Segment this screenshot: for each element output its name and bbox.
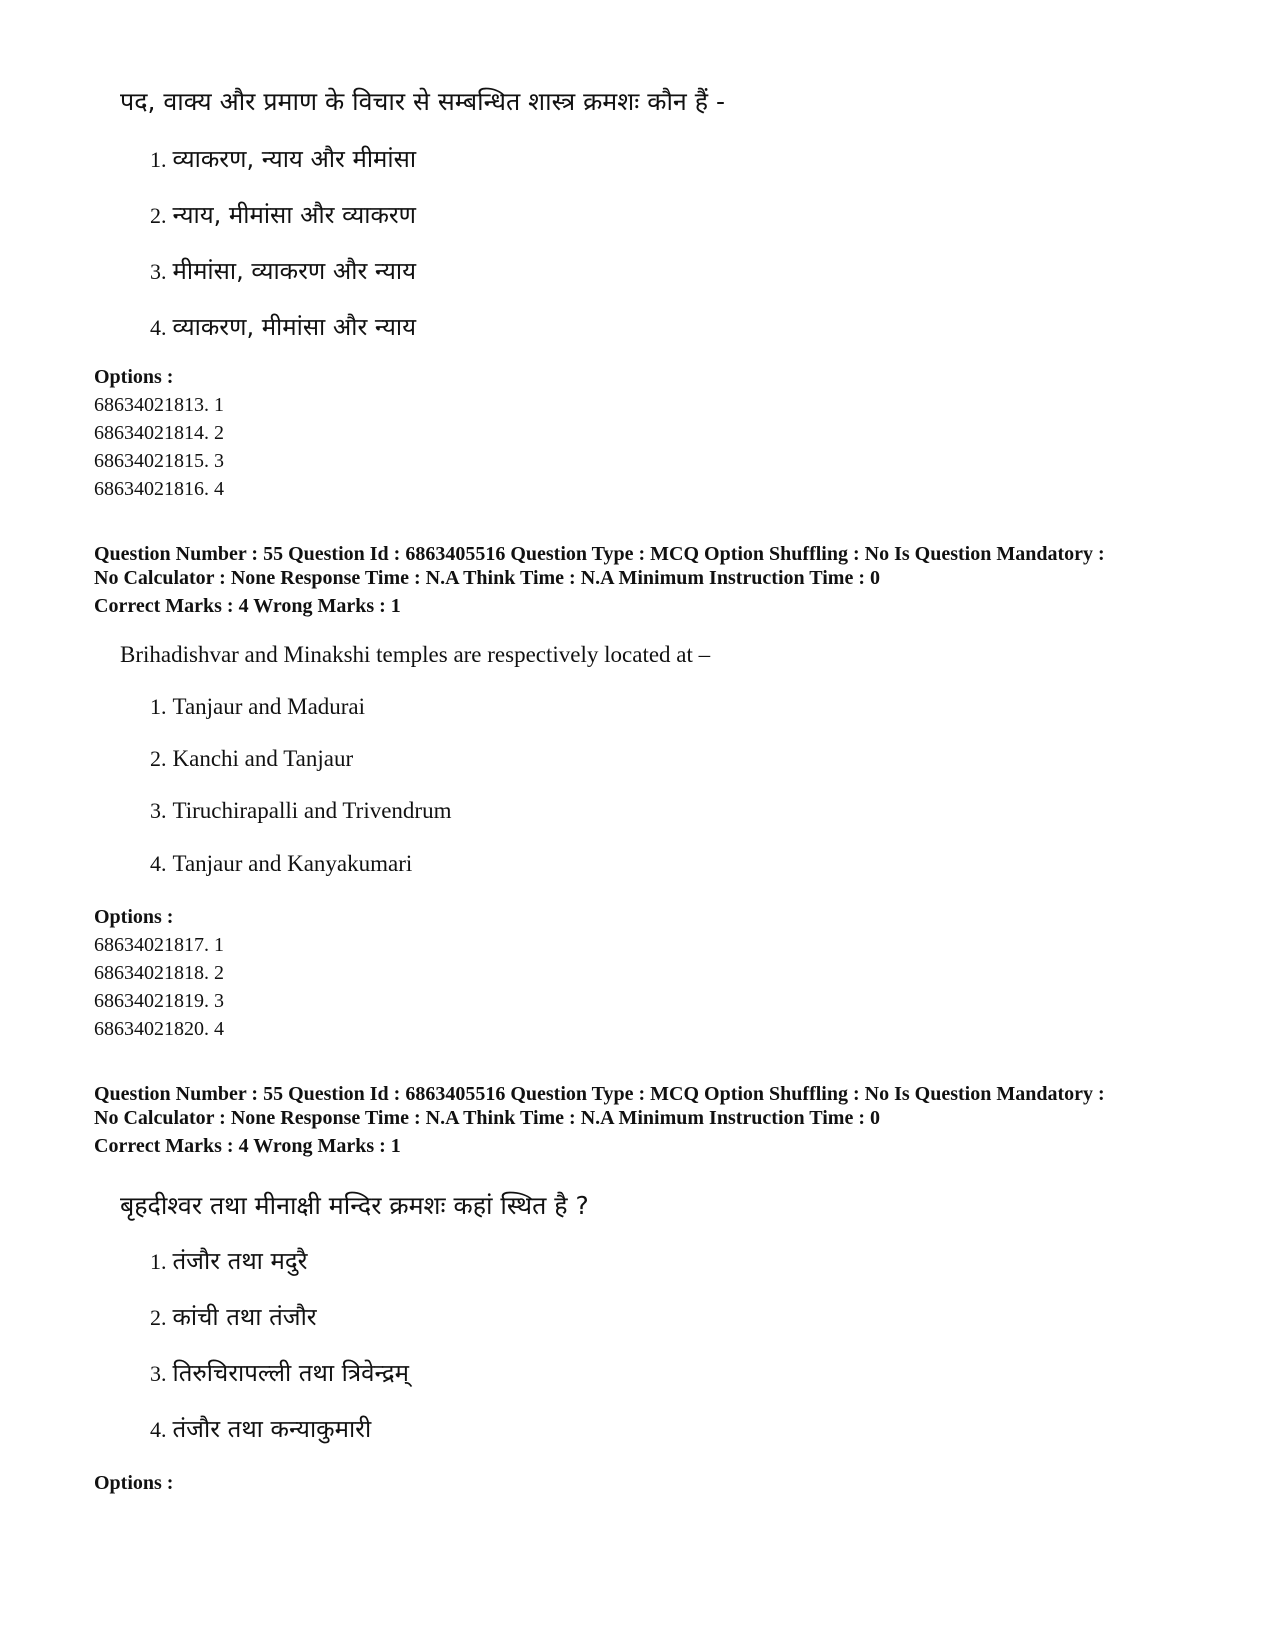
choice-item	[150, 851, 412, 877]
choice-item	[150, 798, 451, 824]
choice-item	[150, 1300, 317, 1333]
choice-number: 1.	[150, 1249, 167, 1274]
choice-item	[150, 198, 416, 231]
choice-number: 1.	[150, 694, 167, 719]
choice-text: Tanjaur and Madurai	[172, 694, 366, 719]
choice-number: 3.	[150, 798, 167, 823]
choice-item	[150, 1356, 409, 1389]
option-id-line: 68634021819. 3	[94, 990, 224, 1012]
choice-number: 3.	[150, 1361, 167, 1386]
question-meta-line: Question Number : 55 Question Id : 6863405516 Question Type : MCQ Option Shuffling : No Is Question Mandatory :	[94, 1083, 1105, 1105]
choice-number: 2.	[150, 1305, 167, 1330]
choice-text: न्याय, मीमांसा और व्याकरण	[172, 201, 417, 229]
choice-number: 4.	[150, 315, 167, 340]
question-meta	[94, 1082, 1194, 1130]
options-heading: Options :	[94, 1472, 174, 1494]
choice-text: Kanchi and Tanjaur	[172, 746, 354, 771]
choice-text: व्याकरण, न्याय और मीमांसा	[172, 145, 417, 173]
choice-number: 4.	[150, 851, 167, 876]
choice-number: 3.	[150, 259, 167, 284]
choice-text: Tanjaur and Kanyakumari	[172, 851, 413, 876]
option-id-line: 68634021818. 2	[94, 962, 224, 984]
question-meta-line: No Calculator : None Response Time : N.A Think Time : N.A Minimum Instruction Time : 0	[94, 1107, 880, 1129]
choice-item	[150, 310, 416, 343]
choice-item	[150, 1244, 307, 1277]
option-id-line: 68634021816. 4	[94, 478, 224, 500]
question-marks: Correct Marks : 4 Wrong Marks : 1	[94, 595, 401, 617]
choice-text: Tiruchirapalli and Trivendrum	[172, 798, 452, 823]
choice-text: मीमांसा, व्याकरण और न्याय	[172, 257, 417, 285]
options-heading: Options :	[94, 366, 174, 388]
choice-text: तिरुचिरापल्ली तथा त्रिवेन्द्रम्	[172, 1359, 409, 1387]
choice-text: कांची तथा तंजौर	[172, 1303, 317, 1331]
choice-text: व्याकरण, मीमांसा और न्याय	[172, 313, 417, 341]
choice-number: 2.	[150, 203, 167, 228]
choice-text: तंजौर तथा कन्याकुमारी	[172, 1415, 372, 1443]
question-text: बृहदीश्वर तथा मीनाक्षी मन्दिर क्रमशः कहां स्थित है ?	[120, 1191, 589, 1220]
question-meta-line: Question Number : 55 Question Id : 6863405516 Question Type : MCQ Option Shuffling : No Is Question Mandatory :	[94, 543, 1105, 565]
choice-number: 2.	[150, 746, 167, 771]
question-marks: Correct Marks : 4 Wrong Marks : 1	[94, 1135, 401, 1157]
choice-number: 1.	[150, 147, 167, 172]
option-id-line: 68634021814. 2	[94, 422, 224, 444]
choice-item	[150, 254, 416, 287]
question-meta	[94, 542, 1194, 590]
choice-item	[150, 142, 416, 175]
choice-number: 4.	[150, 1417, 167, 1442]
question-text: पद, वाक्य और प्रमाण के विचार से सम्बन्धित शास्त्र क्रमशः कौन हैं -	[120, 87, 725, 116]
option-id-line: 68634021815. 3	[94, 450, 224, 472]
question-text: Brihadishvar and Minakshi temples are respectively located at –	[120, 642, 711, 667]
options-heading: Options :	[94, 906, 174, 928]
option-id-line: 68634021820. 4	[94, 1018, 224, 1040]
choice-text: तंजौर तथा मदुरै	[172, 1247, 308, 1275]
choice-item	[150, 694, 365, 720]
choice-item	[150, 746, 353, 772]
option-id-line: 68634021813. 1	[94, 394, 224, 416]
option-id-line: 68634021817. 1	[94, 934, 224, 956]
question-meta-line: No Calculator : None Response Time : N.A Think Time : N.A Minimum Instruction Time : 0	[94, 567, 880, 589]
choice-item	[150, 1412, 371, 1445]
